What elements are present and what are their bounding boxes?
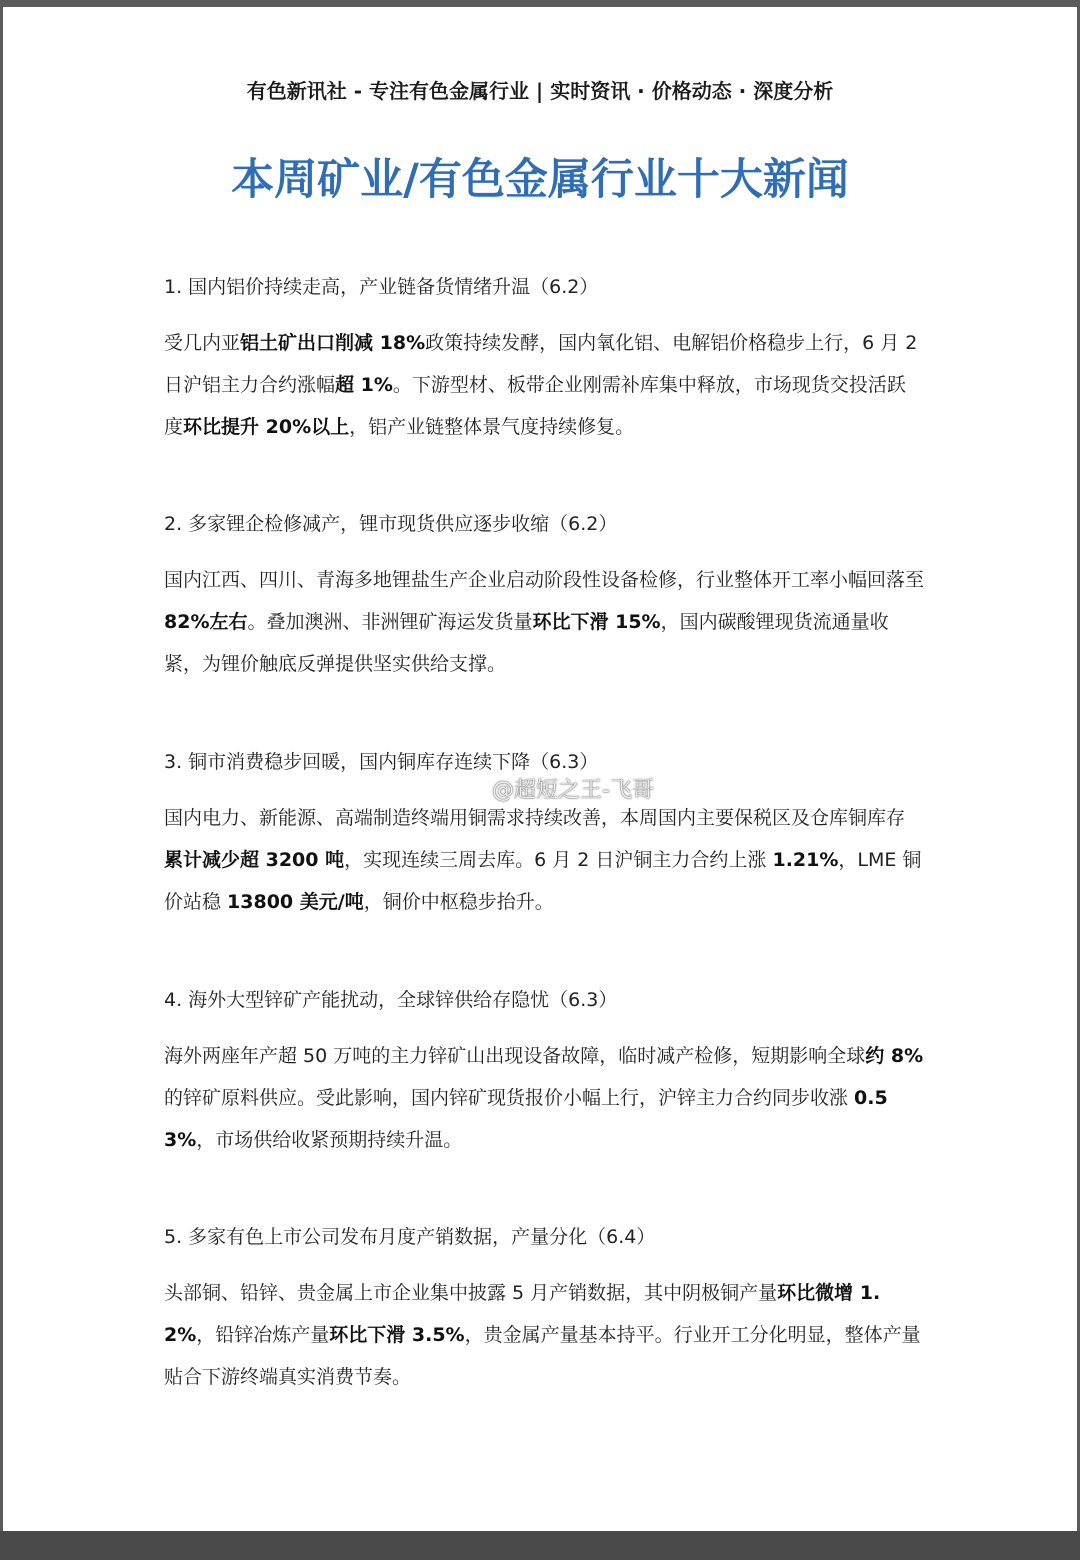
news-body-4-seg-1: 海外两座年产超 50 万吨的主力锌矿山出现设备故障，临时减产检修，短期影响全球 bbox=[164, 1045, 866, 1067]
news-body-1 bbox=[164, 322, 924, 448]
news-body-4-seg-2: 的锌矿原料供应。受此影响，国内锌矿现货报价小幅上行，沪锌主力合约同步收涨 bbox=[164, 1087, 855, 1109]
news-body-5-seg-1: 头部铜、铅锌、贵金属上市企业集中披露 5 月产销数据，其中阴极铜产量 bbox=[164, 1282, 778, 1304]
news-body-5-seg-3: ，贵金属产量基本持平。行业开工分化明显，整体产量贴合下游终端真实消费节奏。 bbox=[164, 1324, 921, 1388]
news-body-1-highlight-3: 环比提升 20%以上 bbox=[183, 416, 350, 438]
news-body-2-seg-2: 。叠加澳洲、非洲锂矿海运发货量 bbox=[247, 611, 533, 633]
header-tagline: 有色新讯社 - 专注有色金属行业 | 实时资讯 · 价格动态 · 深度分析 bbox=[246, 79, 834, 103]
news-title-2: 2. 多家锂企检修减产，锂市现货供应逐步收缩（6.2） bbox=[164, 513, 618, 535]
news-body-1-highlight-1: 铝土矿出口削减 18% bbox=[240, 332, 426, 354]
news-body-3-highlight-2: 1.21% bbox=[772, 849, 839, 871]
news-item-2 bbox=[164, 510, 924, 685]
page-title: 本周矿业/有色金属行业十大新闻 bbox=[231, 155, 849, 205]
news-body-4-highlight-2: 0.53% bbox=[164, 1087, 888, 1151]
news-body-4 bbox=[164, 1035, 924, 1161]
news-body-3-highlight-1: 累计减少超 3200 吨 bbox=[164, 849, 345, 871]
news-body-5-seg-2: ，铅锌冶炼产量 bbox=[196, 1324, 330, 1346]
news-body-4-seg-3: ，市场供给收紧预期持续升温。 bbox=[196, 1129, 463, 1151]
news-body-3-seg-4: ，铜价中枢稳步抬升。 bbox=[363, 891, 554, 913]
news-title-1: 1. 国内铝价持续走高，产业链备货情绪升温（6.2） bbox=[164, 276, 599, 298]
news-body-1-seg-4: ，铝产业链整体景气度持续修复。 bbox=[349, 416, 635, 438]
news-body-3 bbox=[164, 797, 924, 923]
news-body-1-seg-2: 政策持续发酵，国内氧化铝、电解铝价格稳步上行，6 月 2 日沪铝主力合约涨幅 bbox=[164, 332, 918, 396]
news-body-3-highlight-3: 13800 美元/吨 bbox=[227, 891, 364, 913]
news-body-2-seg-3: ，国内碳酸锂现货流通量收紧，为锂价触底反弹提供坚实供给支撑。 bbox=[164, 611, 889, 675]
weibo-icon bbox=[456, 779, 486, 803]
news-body-1-seg-3: 。下游型材、板带企业刚需补库集中释放，市场现货交投活跃度 bbox=[164, 374, 906, 438]
watermark-text: @超短之王-飞哥 bbox=[492, 778, 654, 803]
news-body-3-seg-1: 国内电力、新能源、高端制造终端用铜需求持续改善，本周国内主要保税区及仓库铜库存 bbox=[164, 807, 906, 829]
news-body-2 bbox=[164, 559, 924, 685]
news-body-2-highlight-2: 环比下滑 15% bbox=[532, 611, 661, 633]
weibo-watermark bbox=[456, 774, 654, 808]
news-item-5 bbox=[164, 1223, 924, 1398]
news-title-5: 5. 多家有色上市公司发布月度产销数据，产量分化（6.4） bbox=[164, 1226, 656, 1248]
news-title-3: 3. 铜市消费稳步回暖，国内铜库存连续下降（6.3） bbox=[164, 751, 599, 773]
news-body-2-highlight-1: 82%左右 bbox=[164, 611, 248, 633]
news-body-3-seg-3: ，LME 铜价站稳 bbox=[164, 849, 922, 913]
news-body-4-highlight-1: 约 8% bbox=[865, 1045, 924, 1067]
news-body-5 bbox=[164, 1272, 924, 1398]
news-body-3-seg-2: ，实现连续三周去库。6 月 2 日沪铜主力合约上涨 bbox=[344, 849, 773, 871]
news-item-1 bbox=[164, 273, 924, 448]
news-body-2-seg-1: 国内江西、四川、青海多地锂盐生产企业启动阶段性设备检修，行业整体开工率小幅回落至 bbox=[164, 569, 925, 591]
news-body-1-highlight-2: 超 1% bbox=[335, 374, 393, 396]
news-body-5-highlight-1: 环比微增 1.2% bbox=[164, 1282, 881, 1346]
document-page bbox=[3, 7, 1077, 1531]
news-body-1-seg-1: 受几内亚 bbox=[164, 332, 241, 354]
bottom-band bbox=[0, 1531, 1080, 1560]
news-body-5-highlight-2: 环比下滑 3.5% bbox=[329, 1324, 465, 1346]
news-title-4: 4. 海外大型锌矿产能扰动，全球锌供给存隐忧（6.3） bbox=[164, 989, 618, 1011]
news-item-4 bbox=[164, 986, 924, 1161]
